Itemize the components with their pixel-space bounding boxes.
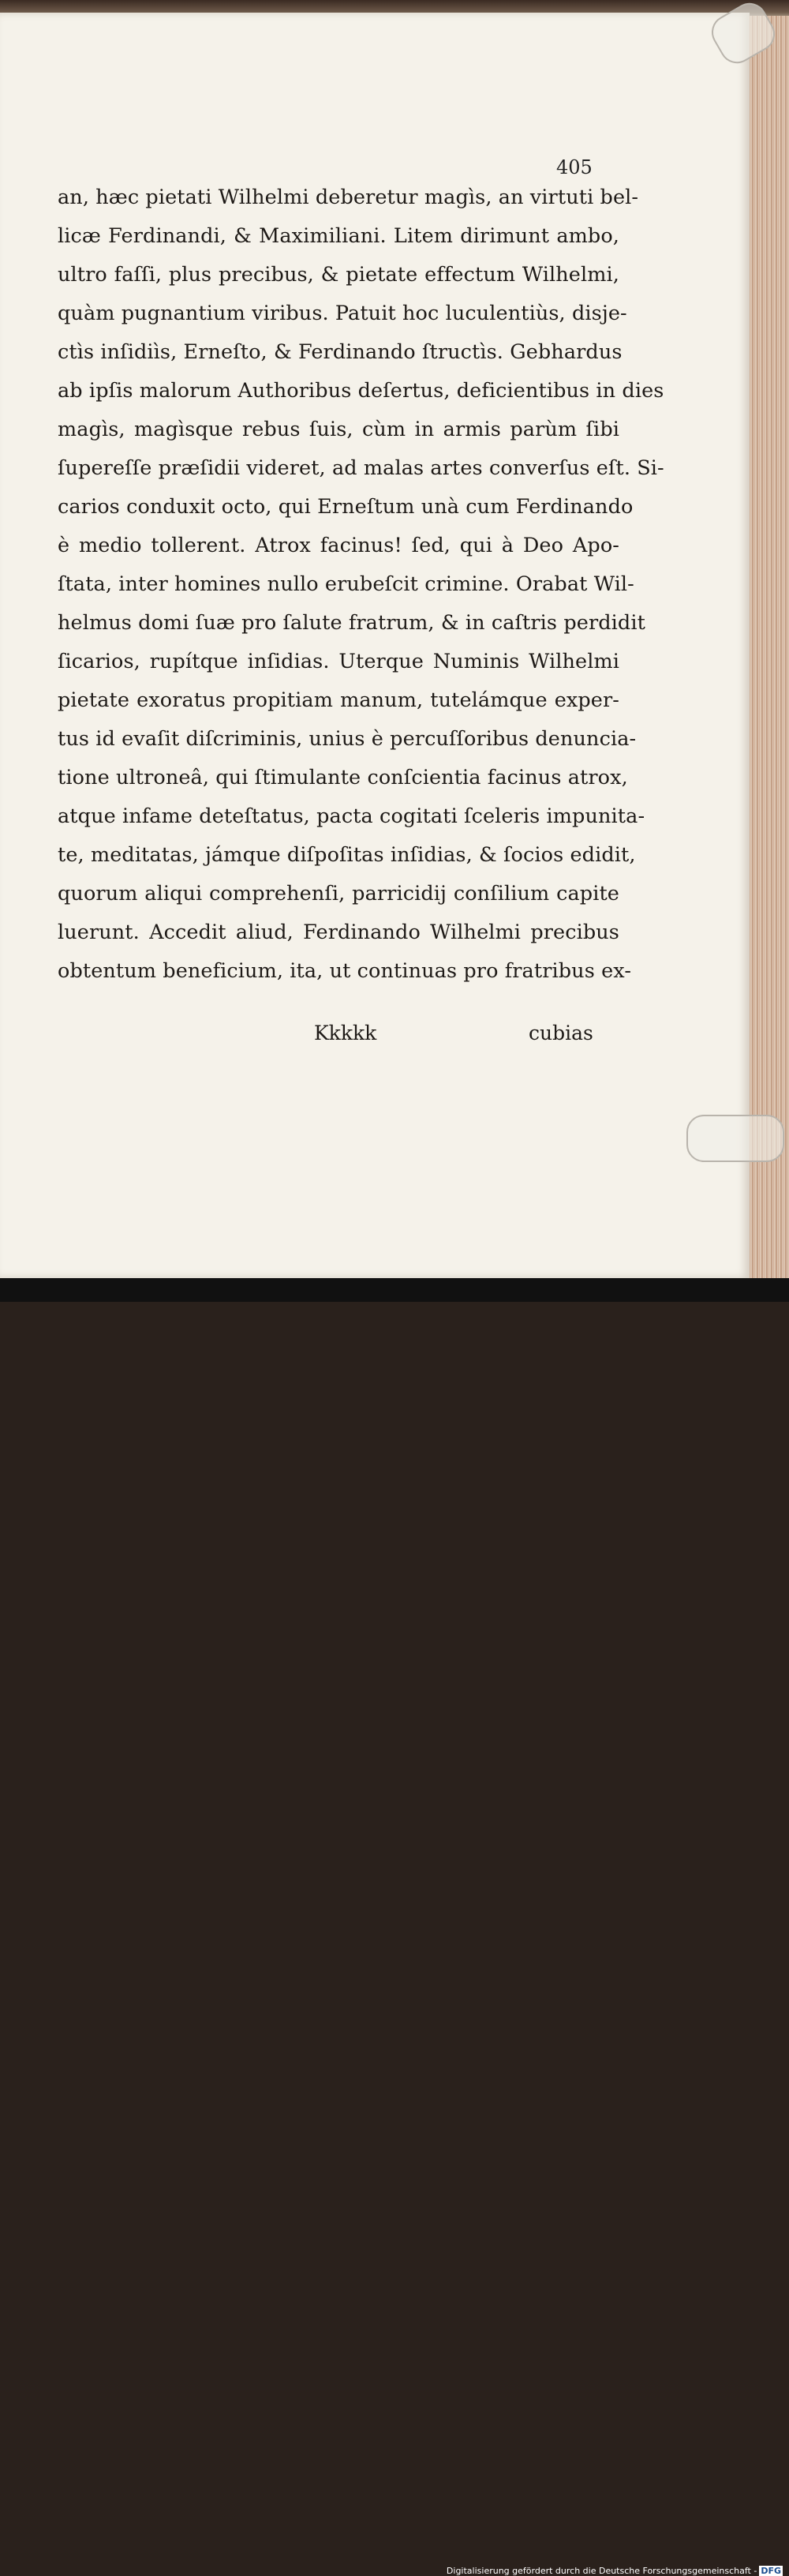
text-line: è medio tollerent. Atrox facinus! ſed, qui à Deo Apo- [58, 534, 619, 557]
text-line: helmus domi ſuæ pro ſalute fratrum, & in caſtris perdidit [58, 611, 645, 635]
text-line: an, hæc pietati Wilhelmi deberetur magìs, an virtuti bel- [58, 186, 639, 209]
digitization-credit [447, 2566, 783, 2576]
signature-mark: Kkkkk [314, 1022, 377, 1044]
footer-bar [0, 1278, 789, 2576]
book-page [0, 13, 750, 1278]
text-line: ab ipſis malorum Authoribus deſertus, deficientibus in dies [58, 379, 664, 403]
body-text [58, 178, 664, 991]
text-line: magìs, magìsque rebus ſuis, cùm in armis parùm ſibi [58, 418, 619, 441]
text-line: ſicarios, rupítque inſidias. Uterque Numinis Wilhelmi [58, 650, 619, 673]
text-line: ctìs inſidiìs, Erneſto, & Ferdinando ſtructìs. Gebhardus [58, 340, 623, 364]
text-line: tus id evaſit diſcriminis, unius è percuſſoribus denuncia- [58, 727, 637, 751]
text-line: ſupereſſe præſidii videret, ad malas artes converſus eſt. Si- [58, 456, 664, 480]
text-line: obtentum beneficium, ita, ut continuas pro fratribus ex- [58, 959, 632, 983]
credit-text: Digitalisierung gefördert durch die Deutsche Forschungsgemeinschaft - [446, 2566, 757, 2576]
text-line: atque infame deteſtatus, pacta cogitati ſceleris impunita- [58, 804, 645, 828]
page-edges [750, 16, 789, 1278]
text-line: ultro faſſi, plus precibus, & pietate effectum Wilhelmi, [58, 263, 619, 287]
catchword: cubias [529, 1022, 593, 1044]
dfg-logo: DFG [761, 2566, 781, 2576]
page-number: 405 [556, 156, 593, 178]
text-line: tione ultroneâ, qui ſtimulante conſcientia facinus atrox, [58, 766, 628, 789]
book-clip-bottom [686, 1115, 784, 1162]
text-line: ſtata, inter homines nullo erubeſcit crimine. Orabat Wil- [58, 572, 634, 596]
text-line: licæ Ferdinandi, & Maximiliani. Litem dirimunt ambo, [58, 224, 619, 248]
text-line: quàm pugnantium viribus. Patuit hoc luculentiùs, disje- [58, 302, 627, 325]
text-line: carios conduxit octo, qui Erneſtum unà cum Ferdinando [58, 495, 634, 519]
text-line: quorum aliqui comprehenſi, parricidij conſilium capite [58, 882, 619, 906]
text-line: luerunt. Accedit aliud, Ferdinando Wilhelmi precibus [58, 921, 619, 944]
text-line: pietate exoratus propitiam manum, tutelámque exper- [58, 688, 619, 712]
text-line: te, meditatas, jámque diſpoſitas inſidias, & ſocios edidit, [58, 843, 636, 867]
